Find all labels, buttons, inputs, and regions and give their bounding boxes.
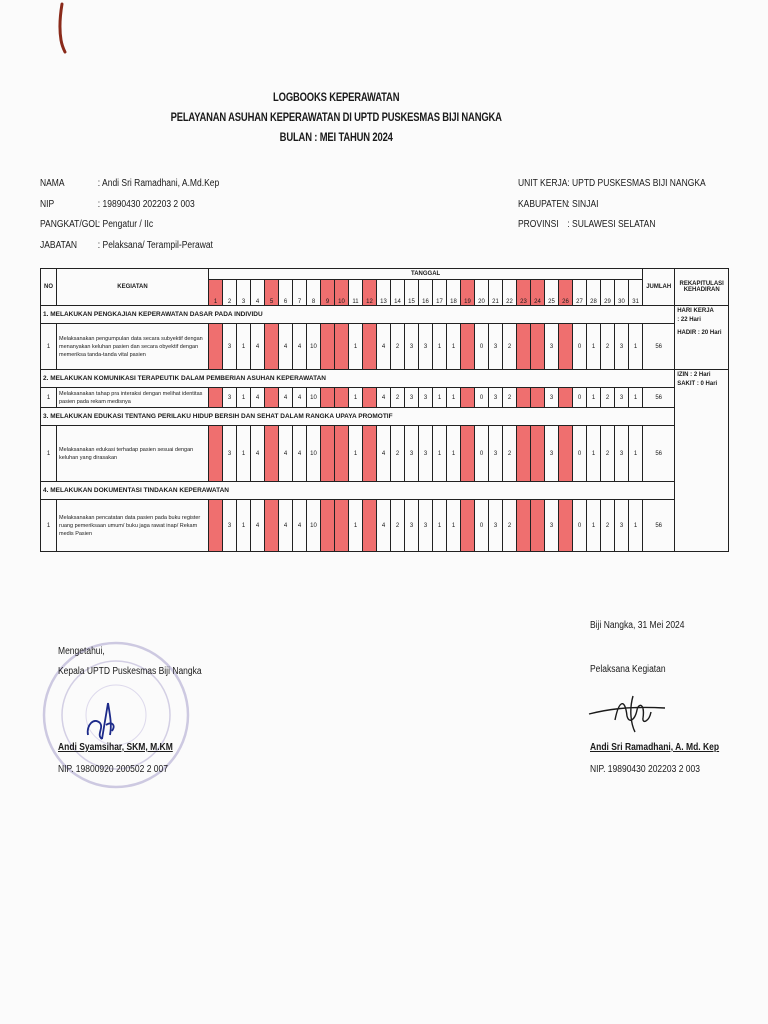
field-value: : UPTD PUSKESMAS BIJI NANGKA — [567, 178, 706, 189]
day-value — [363, 388, 377, 408]
day-value: 2 — [503, 426, 517, 482]
day-value: 1 — [629, 426, 643, 482]
signature-right-scribble — [585, 690, 675, 740]
day-header: 5 — [265, 280, 279, 306]
day-value — [517, 388, 531, 408]
day-value: 3 — [419, 500, 433, 552]
day-value: 0 — [475, 500, 489, 552]
day-header: 27 — [573, 280, 587, 306]
day-value: 1 — [433, 324, 447, 370]
day-header: 12 — [363, 280, 377, 306]
day-value: 3 — [615, 500, 629, 552]
rekap-line: HADIR : 20 Hari — [677, 330, 722, 336]
field-value: : 19890430 202203 2 003 — [97, 198, 195, 210]
day-value: 1 — [629, 388, 643, 408]
field-value: : Pengatur / IIc — [97, 219, 154, 230]
day-value: 3 — [545, 324, 559, 370]
header-rekapitulasi: REKAPITULASI KEHADIRAN — [675, 269, 729, 306]
day-header: 26 — [559, 280, 573, 306]
day-value: 4 — [293, 426, 307, 482]
day-value — [461, 426, 475, 482]
day-value — [335, 500, 349, 552]
day-value: 0 — [475, 426, 489, 482]
head-role: Kepala UPTD Puskesmas Biji Nangka — [58, 666, 202, 677]
day-value: 1 — [587, 324, 601, 370]
known-label: Mengetahui, — [58, 646, 105, 657]
day-value — [531, 500, 545, 552]
day-value: 4 — [377, 426, 391, 482]
day-header: 1 — [209, 280, 223, 306]
day-value — [517, 500, 531, 552]
day-header: 21 — [489, 280, 503, 306]
day-header: 14 — [391, 280, 405, 306]
day-value: 0 — [573, 500, 587, 552]
day-header: 29 — [601, 280, 615, 306]
day-value: 1 — [237, 426, 251, 482]
day-value: 4 — [279, 388, 293, 408]
day-value — [321, 324, 335, 370]
day-value: 10 — [307, 388, 321, 408]
field-label: KABUPATEN — [518, 198, 569, 210]
rekap-line: IZIN : 2 Hari — [677, 372, 711, 378]
day-value: 4 — [293, 388, 307, 408]
day-header: 9 — [321, 280, 335, 306]
pen-mark — [55, 2, 69, 54]
day-value — [321, 500, 335, 552]
day-value: 1 — [587, 426, 601, 482]
rekap-line: SAKIT : 0 Hari — [677, 381, 718, 387]
rekap-cell — [675, 306, 729, 370]
day-value: 1 — [349, 500, 363, 552]
day-value: 4 — [279, 426, 293, 482]
day-value — [559, 500, 573, 552]
day-header: 3 — [237, 280, 251, 306]
day-value: 1 — [629, 500, 643, 552]
day-value: 0 — [475, 324, 489, 370]
field-label: PANGKAT/GOL — [40, 219, 100, 230]
day-value: 1 — [237, 388, 251, 408]
day-value: 1 — [447, 388, 461, 408]
day-value — [517, 426, 531, 482]
day-header: 19 — [461, 280, 475, 306]
day-value: 1 — [349, 426, 363, 482]
title-line-3: BULAN : MEI TAHUN 2024 — [279, 132, 393, 144]
day-value: 3 — [489, 324, 503, 370]
day-value: 3 — [489, 500, 503, 552]
day-value: 3 — [405, 324, 419, 370]
day-header: 23 — [517, 280, 531, 306]
day-value: 2 — [503, 500, 517, 552]
day-value: 1 — [587, 500, 601, 552]
field-label: NAMA — [40, 178, 65, 189]
activity-description: Melaksanakan edukasi terhadap pasien sesuai dengan keluhan yang dirasakan — [57, 426, 209, 482]
row-number: 1 — [41, 324, 57, 370]
day-value: 4 — [293, 324, 307, 370]
logbook-table — [40, 268, 729, 552]
day-value — [559, 324, 573, 370]
head-name — [58, 742, 173, 753]
day-value: 1 — [433, 500, 447, 552]
day-value — [363, 500, 377, 552]
day-value: 3 — [545, 500, 559, 552]
day-value — [335, 388, 349, 408]
day-header: 30 — [615, 280, 629, 306]
executor-nip: NIP. 19890430 202203 2 003 — [590, 764, 700, 775]
header-no: NO — [41, 269, 57, 306]
field-value: : Pelaksana/ Terampil-Perawat — [97, 239, 213, 251]
day-value: 2 — [391, 500, 405, 552]
day-value — [321, 426, 335, 482]
day-value: 1 — [349, 324, 363, 370]
identity-right — [518, 174, 706, 236]
day-value: 3 — [223, 388, 237, 408]
day-header: 17 — [433, 280, 447, 306]
day-header: 6 — [279, 280, 293, 306]
day-value: 0 — [573, 426, 587, 482]
day-value: 3 — [419, 324, 433, 370]
day-value: 4 — [279, 324, 293, 370]
day-value: 4 — [377, 324, 391, 370]
day-value: 2 — [503, 388, 517, 408]
day-header: 2 — [223, 280, 237, 306]
executor-name — [590, 742, 719, 753]
day-value: 4 — [251, 500, 265, 552]
day-header: 15 — [405, 280, 419, 306]
jumlah-value: 56 — [643, 426, 675, 482]
day-value — [321, 388, 335, 408]
field-value: : SULAWESI SELATAN — [567, 219, 656, 230]
day-value: 4 — [377, 388, 391, 408]
header-jumlah: JUMLAH — [643, 269, 675, 306]
day-value: 4 — [251, 426, 265, 482]
day-value: 4 — [377, 500, 391, 552]
day-value: 3 — [615, 426, 629, 482]
day-value — [559, 388, 573, 408]
header-kegiatan: KEGIATAN — [57, 269, 209, 306]
day-value — [265, 500, 279, 552]
day-value: 2 — [391, 426, 405, 482]
day-value: 2 — [601, 388, 615, 408]
day-value — [461, 500, 475, 552]
day-value: 2 — [601, 426, 615, 482]
day-value: 4 — [251, 388, 265, 408]
place-date: Biji Nangka, 31 Mei 2024 — [590, 620, 685, 631]
day-value: 1 — [433, 426, 447, 482]
day-value — [265, 426, 279, 482]
day-header: 31 — [629, 280, 643, 306]
day-value: 0 — [475, 388, 489, 408]
title-line-1: LOGBOOKS KEPERAWATAN — [273, 92, 400, 104]
day-value — [335, 426, 349, 482]
field-label: NIP — [40, 198, 55, 210]
day-value: 0 — [573, 324, 587, 370]
day-value — [209, 324, 223, 370]
day-value: 3 — [405, 426, 419, 482]
day-value — [517, 324, 531, 370]
day-value: 1 — [237, 324, 251, 370]
day-value: 3 — [223, 426, 237, 482]
day-header: 24 — [531, 280, 545, 306]
rekap-line: : 22 Hari — [677, 317, 701, 323]
day-header: 11 — [349, 280, 363, 306]
executor-name-text: Andi Sri Ramadhani, A. Md. Kep — [590, 742, 720, 753]
day-value: 3 — [545, 388, 559, 408]
day-value: 1 — [629, 324, 643, 370]
day-value: 1 — [447, 500, 461, 552]
day-value — [559, 426, 573, 482]
day-value: 3 — [489, 388, 503, 408]
day-value — [363, 426, 377, 482]
day-value — [531, 426, 545, 482]
day-header: 7 — [293, 280, 307, 306]
day-value: 3 — [615, 324, 629, 370]
day-value: 10 — [307, 324, 321, 370]
day-value: 3 — [405, 500, 419, 552]
jumlah-value: 56 — [643, 500, 675, 552]
day-value: 3 — [419, 426, 433, 482]
title-line-2: PELAYANAN ASUHAN KEPERAWATAN DI UPTD PUSKESMAS BIJI NANGKA — [170, 112, 502, 124]
day-value: 2 — [503, 324, 517, 370]
day-value — [209, 388, 223, 408]
day-value: 4 — [279, 500, 293, 552]
activity-description: Melaksanakan pencatatan data pasien pada buku register ruang pemeriksaan umum/ buku jaga rawat inap/ Rekam medis Pasien — [57, 500, 209, 552]
day-value: 1 — [433, 388, 447, 408]
head-name-text: Andi Syamsihar, SKM, M.KM — [58, 742, 173, 753]
day-value: 1 — [447, 426, 461, 482]
day-value: 2 — [391, 388, 405, 408]
day-value — [265, 324, 279, 370]
field-value: : Andi Sri Ramadhani, A.Md.Kep — [97, 178, 220, 189]
field-label: PROVINSI — [518, 219, 559, 230]
day-value — [363, 324, 377, 370]
row-number: 1 — [41, 426, 57, 482]
section-title: 1. MELAKUKAN PENGKAJIAN KEPERAWATAN DASAR PADA INDIVIDU — [41, 306, 675, 324]
day-value: 10 — [307, 500, 321, 552]
activity-description: Melaksanakan tahap pra interaksi dengan melihat identitas pasien pada rekam medisnya — [57, 388, 209, 408]
field-label: UNIT KERJA — [518, 178, 568, 189]
section-title: 4. MELAKUKAN DOKUMENTASI TINDAKAN KEPERAWATAN — [41, 482, 675, 500]
field-label: JABATAN — [40, 239, 78, 251]
row-number: 1 — [41, 388, 57, 408]
rekap-cell — [675, 370, 729, 552]
day-value: 3 — [223, 324, 237, 370]
day-value: 3 — [489, 426, 503, 482]
day-value: 3 — [419, 388, 433, 408]
header-tanggal: TANGGAL — [209, 269, 643, 280]
day-value — [531, 388, 545, 408]
jumlah-value: 56 — [643, 324, 675, 370]
day-value: 0 — [573, 388, 587, 408]
day-header: 13 — [377, 280, 391, 306]
executor-role: Pelaksana Kegiatan — [590, 664, 666, 675]
day-value — [265, 388, 279, 408]
day-value — [531, 324, 545, 370]
section-title: 3. MELAKUKAN EDUKASI TENTANG PERILAKU HIDUP BERSIH DAN SEHAT DALAM RANGKA UPAYA PROMOTIF — [41, 408, 675, 426]
day-value: 1 — [349, 388, 363, 408]
day-value — [461, 388, 475, 408]
day-value — [209, 500, 223, 552]
day-header: 8 — [307, 280, 321, 306]
day-value: 3 — [223, 500, 237, 552]
field-value: : SINJAI — [567, 198, 599, 210]
head-nip: NIP. 19800920 200502 2 007 — [58, 764, 168, 775]
jumlah-value: 56 — [643, 388, 675, 408]
day-header: 10 — [335, 280, 349, 306]
day-value: 1 — [447, 324, 461, 370]
identity-left — [40, 174, 219, 256]
day-value: 2 — [601, 324, 615, 370]
activity-description: Melaksanakan pengumpulan data secara subyektif dengan menanyakan keluhan pasien dan secara obyektif dengan memeriksa tanda-tanda vital pasien — [57, 324, 209, 370]
row-number: 1 — [41, 500, 57, 552]
day-value: 1 — [237, 500, 251, 552]
day-value: 3 — [615, 388, 629, 408]
day-value: 4 — [293, 500, 307, 552]
day-value: 3 — [545, 426, 559, 482]
rekap-line: HARI KERJA — [677, 308, 714, 314]
day-header: 25 — [545, 280, 559, 306]
day-header: 20 — [475, 280, 489, 306]
day-value: 3 — [405, 388, 419, 408]
day-header: 4 — [251, 280, 265, 306]
section-title: 2. MELAKUKAN KOMUNIKASI TERAPEUTIK DALAM PEMBERIAN ASUHAN KEPERAWATAN — [41, 370, 675, 388]
day-value — [461, 324, 475, 370]
day-header: 22 — [503, 280, 517, 306]
day-value: 10 — [307, 426, 321, 482]
day-value: 1 — [587, 388, 601, 408]
day-value: 2 — [391, 324, 405, 370]
day-header: 18 — [447, 280, 461, 306]
day-value — [209, 426, 223, 482]
day-value: 4 — [251, 324, 265, 370]
day-value: 2 — [601, 500, 615, 552]
day-header: 16 — [419, 280, 433, 306]
day-header: 28 — [587, 280, 601, 306]
day-value — [335, 324, 349, 370]
